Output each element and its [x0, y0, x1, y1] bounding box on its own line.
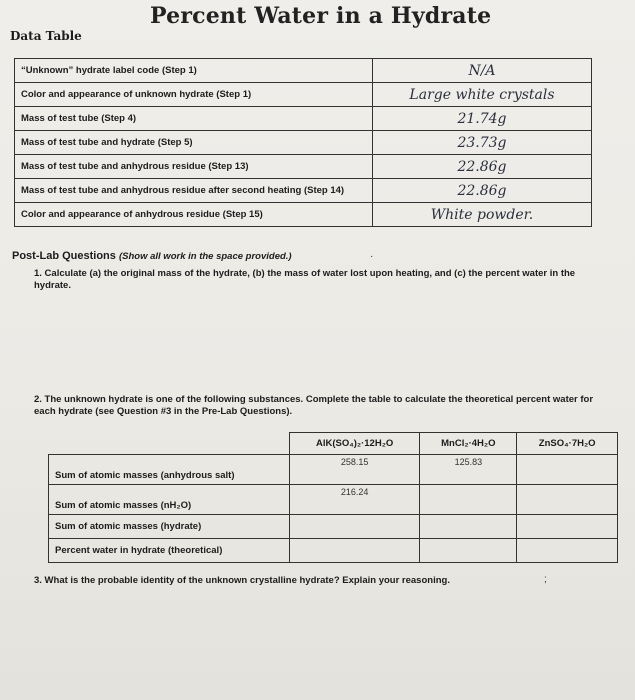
question-3: 3. What is the probable identity of the unknown crystalline hydrate? Explain your reasoning.: [34, 575, 450, 586]
table-header-row: [49, 433, 618, 455]
stray-mark: ·: [370, 251, 374, 262]
table-cell: [517, 515, 618, 539]
table-cell: [517, 539, 618, 563]
table-row: [15, 203, 592, 227]
table-row: [15, 179, 592, 203]
post-lab-title: Post-Lab Questions: [12, 250, 116, 262]
table-row: [49, 515, 618, 539]
table-cell: [420, 485, 517, 515]
table-row: [15, 59, 592, 83]
handwritten-value: Large white crystals: [373, 83, 592, 107]
table-row: [15, 83, 592, 107]
data-table: [14, 58, 592, 227]
table-cell: 216.24: [290, 485, 420, 515]
row-label: Mass of test tube and anhydrous residue after second heating (Step 14): [15, 179, 373, 203]
table-cell: [517, 455, 618, 485]
handwritten-value: 21.74g: [373, 107, 592, 131]
row-label: Sum of atomic masses (nH₂O): [49, 485, 290, 515]
table-cell: [290, 539, 420, 563]
row-label: Color and appearance of unknown hydrate (Step 1): [15, 83, 373, 107]
page-title: Percent Water in a Hydrate: [150, 3, 492, 29]
column-header: MnCl₂·4H₂O: [420, 433, 517, 455]
table-cell: [420, 515, 517, 539]
question-1: 1. Calculate (a) the original mass of the hydrate, (b) the mass of water lost upon heating, and (c) the percent water in the hydrate.: [34, 268, 576, 291]
table-row: [49, 485, 618, 515]
handwritten-value: White powder.: [373, 203, 592, 227]
row-label: Mass of test tube and hydrate (Step 5): [15, 131, 373, 155]
row-label: Percent water in hydrate (theoretical): [49, 539, 290, 563]
stray-mark: ;: [544, 574, 547, 585]
empty-corner: [49, 433, 290, 455]
column-header: AlK(SO₄)₂·12H₂O: [290, 433, 420, 455]
row-label: Color and appearance of anhydrous residue (Step 15): [15, 203, 373, 227]
column-header: ZnSO₄·7H₂O: [517, 433, 618, 455]
table-cell: [290, 515, 420, 539]
post-lab-note: (Show all work in the space provided.): [118, 251, 292, 262]
data-table-heading: Data Table: [10, 29, 82, 43]
table-row: [15, 155, 592, 179]
table-cell: [420, 539, 517, 563]
row-label: Sum of atomic masses (hydrate): [49, 515, 290, 539]
handwritten-value: 22.86g: [373, 155, 592, 179]
handwritten-value: 22.86g: [373, 179, 592, 203]
row-label: “Unknown” hydrate label code (Step 1): [15, 59, 373, 83]
hydrate-table: [48, 432, 618, 563]
table-row: [15, 131, 592, 155]
table-row: [49, 539, 618, 563]
table-cell: [517, 485, 618, 515]
table-cell: 125.83: [420, 455, 517, 485]
row-label: Sum of atomic masses (anhydrous salt): [49, 455, 290, 485]
post-lab-heading: [12, 250, 292, 262]
row-label: Mass of test tube and anhydrous residue (Step 13): [15, 155, 373, 179]
table-row: [15, 107, 592, 131]
table-cell: 258.15: [290, 455, 420, 485]
handwritten-value: N/A: [373, 59, 592, 83]
table-row: [49, 455, 618, 485]
handwritten-value: 23.73g: [373, 131, 592, 155]
question-2: 2. The unknown hydrate is one of the following substances. Complete the table to calculate the theoretical percent water for each hydrate (see Question #3 in the Pre-Lab Questions).: [34, 394, 594, 417]
row-label: Mass of test tube (Step 4): [15, 107, 373, 131]
